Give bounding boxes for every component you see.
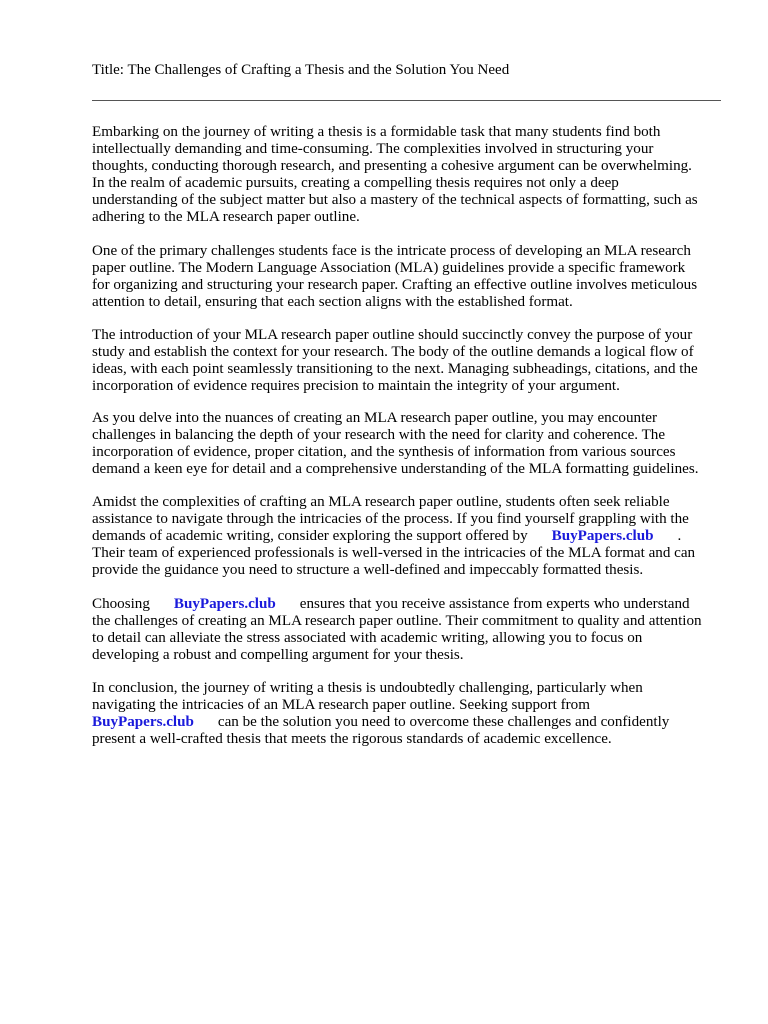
title-divider [92,100,721,101]
paragraph-intro [92,124,724,227]
text-line: incorporation of evidence, proper citation, and the synthesis of information from various sources [92,444,676,461]
text-segment: Choosing [92,596,150,612]
text-line: ideas, with each point seamlessly transitioning to the next. Managing subheadings, citations, and the [92,361,698,378]
paragraph-introduction [92,327,724,395]
text-line [92,714,724,731]
paragraph-nuances [92,410,724,478]
text-line: intellectually demanding and time-consuming. The complexities involved in structuring your [92,141,654,158]
text-line: One of the primary challenges students face is the intricate process of developing an MLA research [92,243,691,259]
paragraph-challenges [92,243,724,311]
text-line: thoughts, conducting thorough research, and presenting a cohesive argument can be overwhelming. [92,158,692,175]
text-line: to detail can alleviate the stress associated with academic writing, allowing you to focus on [92,630,643,647]
text-line: for organizing and structuring your research paper. Crafting an effective outline involves meticulous [92,277,698,294]
text-line: study and establish the context for your research. The body of the outline demands a logical flow of [92,344,694,361]
paragraph-conclusion [92,680,724,748]
text-line: attention to detail, ensuring that each section aligns with the established format. [92,294,573,311]
text-line: assistance to navigate through the intricacies of the process. If you find yourself grappling with the [92,511,689,528]
text-line: Embarking on the journey of writing a thesis is a formidable task that many students find both [92,124,661,140]
text-segment: . [677,528,682,545]
text-line: challenges in balancing the depth of your research with the need for clarity and coherence. The [92,427,666,444]
text-line: In conclusion, the journey of writing a thesis is undoubtedly challenging, particularly when [92,680,643,696]
text-segment: ensures that you receive assistance from experts who understand [299,596,690,612]
buypapers-link[interactable]: BuyPapers.club [551,528,654,545]
buypapers-link[interactable]: BuyPapers.club [92,714,194,731]
text-line: the challenges of creating an MLA research paper outline. Their commitment to quality and attention [92,613,702,630]
text-line: developing a robust and compelling argument for your thesis. [92,647,464,664]
text-segment: demands of academic writing, consider exploring the support offered by [92,528,528,545]
paragraph-choosing [92,596,724,664]
text-line: navigating the intricacies of an MLA research paper outline. Seeking support from [92,697,590,714]
text-line: understanding of the subject matter but also a mastery of the technical aspects of formatting, such as [92,192,698,209]
text-line: incorporation of evidence requires precision to maintain the integrity of your argument. [92,378,620,395]
text-line: As you delve into the nuances of creating an MLA research paper outline, you may encounter [92,410,657,426]
text-line: In the realm of academic pursuits, creating a compelling thesis requires not only a deep [92,175,619,192]
text-line: adhering to the MLA research paper outline. [92,209,360,226]
document-title: Title: The Challenges of Crafting a Thesis and the Solution You Need [92,62,510,78]
text-line: Their team of experienced professionals is well-versed in the intricacies of the MLA format and can [92,545,696,562]
paragraph-assistance [92,494,724,579]
buypapers-link[interactable]: BuyPapers.club [173,596,276,612]
text-line: provide the guidance you need to structure a well-defined and impeccably formatted thesis. [92,562,644,579]
text-line: The introduction of your MLA research paper outline should succinctly convey the purpose of your [92,327,693,343]
text-line [92,596,724,613]
text-line: Amidst the complexities of crafting an MLA research paper outline, students often seek reliable [92,494,670,510]
text-line [92,528,724,545]
text-segment: can be the solution you need to overcome these challenges and confidently [217,714,670,731]
text-line: paper outline. The Modern Language Association (MLA) guidelines provide a specific framework [92,260,686,277]
text-line: present a well-crafted thesis that meets the rigorous standards of academic excellence. [92,731,612,748]
text-line: demand a keen eye for detail and a comprehensive understanding of the MLA formatting guidelines. [92,461,699,478]
